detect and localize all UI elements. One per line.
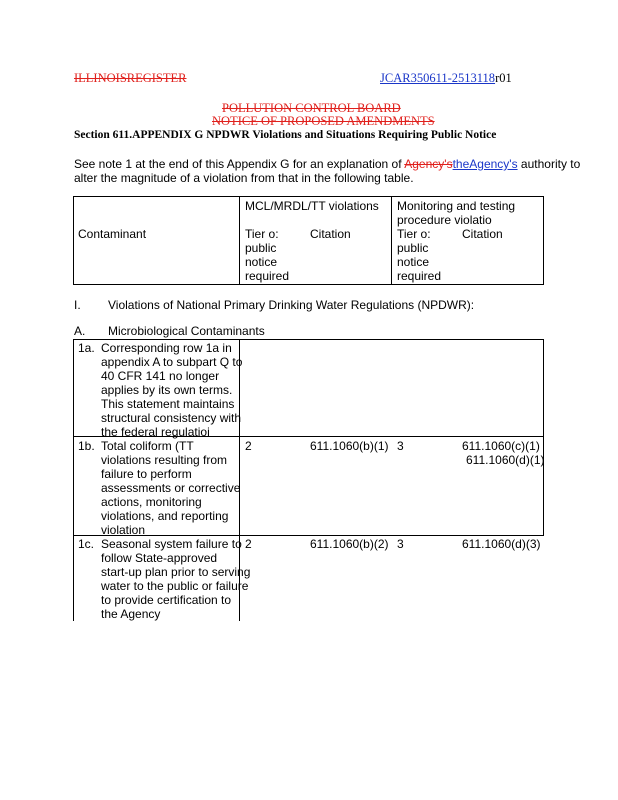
section-a-heading: Microbiological Contaminants	[108, 324, 265, 338]
tier-line: public	[397, 241, 429, 255]
section-a-number: A.	[74, 324, 86, 338]
row-text-line: assessments or corrective	[101, 481, 241, 495]
monitor-citation-2: 611.1060(d)(1)	[466, 453, 545, 467]
row-text-line: the Agency	[101, 607, 161, 621]
row-text-line: to provide certification to	[101, 593, 232, 607]
row-text-line: Total coliform (TT	[101, 439, 194, 453]
notice-title: NOTICE OF PROPOSED AMENDMENTS	[212, 114, 435, 128]
intro-line-1	[74, 157, 580, 171]
jcar-code[interactable]	[380, 71, 512, 86]
mcl-citation: 611.1060(b)(1)	[310, 439, 389, 453]
row-id: 1a.	[78, 341, 95, 355]
row-id: 1b.	[78, 439, 95, 453]
monitor-citation: 611.1060(c)(1)	[462, 439, 540, 453]
row-text-line: applies by its own terms.	[101, 383, 233, 397]
mcl-tier: 2	[245, 439, 252, 453]
section-i-number: I.	[74, 298, 81, 312]
row-text-line: water to the public or failure	[101, 579, 249, 593]
row-text-line: Corresponding row 1a in	[101, 341, 232, 355]
row-description	[101, 341, 242, 439]
row-text-line: violations, and reporting	[101, 509, 229, 523]
row-text-line: violation	[101, 523, 146, 537]
tier-line: notice	[245, 255, 278, 269]
tier-line: Tier o:	[397, 227, 431, 241]
tier-line: notice	[397, 255, 430, 269]
jcar-code-link[interactable]: JCAR350611-2513118	[380, 71, 496, 85]
mcl-tier: 2	[245, 537, 252, 551]
section-title: Section 611.APPENDIX G NPDWR Violations and Situations Requiring Public Notice	[74, 129, 497, 141]
citation-header-mcl: Citation	[310, 227, 351, 241]
board-name: POLLUTION CONTROL BOARD	[222, 101, 401, 115]
row-text-line: failure to perform	[101, 467, 192, 481]
row-text-line: start-up plan prior to serving	[101, 565, 251, 579]
tier-header-mcl	[245, 227, 289, 283]
tier-header-monitor	[397, 227, 441, 283]
mcl-citation: 611.1060(b)(2)	[310, 537, 389, 551]
row-id: 1c.	[78, 537, 95, 551]
row-text-line: This statement maintains	[101, 397, 235, 411]
row-text-line: Seasonal system failure to	[101, 537, 242, 551]
row-description	[101, 439, 240, 537]
row-text-line: actions, monitoring	[101, 495, 202, 509]
monitor-group-line-2: procedure violatio	[397, 213, 492, 227]
row-text-line: the federal regulatioi	[101, 425, 210, 439]
tier-line: Tier o:	[245, 227, 279, 241]
row-text-line: appendix A to subpart Q to	[101, 355, 243, 369]
jcar-code-suffix: r01	[495, 71, 512, 85]
monitor-citation: 611.1060(d)(3)	[462, 537, 541, 551]
monitor-tier: 3	[397, 439, 404, 453]
monitor-group-header	[397, 199, 515, 227]
intro-text-pre: See note 1 at the end of this Appendix G for an explanation of	[74, 157, 405, 171]
inserted-text: theAgency's	[452, 157, 518, 171]
row-description	[101, 537, 250, 621]
citation-header-monitor: Citation	[462, 227, 503, 241]
row-text-line: follow State-approved	[101, 551, 218, 565]
tier-line: required	[397, 269, 442, 283]
row-text-line: structural consistency with	[101, 411, 242, 425]
intro-text-post: authority to	[517, 157, 581, 171]
contaminant-header: Contaminant	[78, 227, 147, 241]
section-i-heading: Violations of National Primary Drinking Water Regulations (NPDWR):	[108, 298, 475, 312]
monitor-group-line-1: Monitoring and testing	[397, 199, 516, 213]
register-header: ILLINOISREGISTER	[74, 71, 187, 85]
intro-line-2: alter the magnitude of a violation from that in the following table.	[74, 171, 414, 185]
tier-line: required	[245, 269, 290, 283]
row-text-line: 40 CFR 141 no longer	[101, 369, 220, 383]
tier-line: public	[245, 241, 277, 255]
monitor-tier: 3	[397, 537, 404, 551]
mcl-group-header: MCL/MRDL/TT violations	[245, 199, 379, 213]
deleted-text: Agency's	[404, 157, 453, 171]
row-text-line: violations resulting from	[101, 453, 228, 467]
